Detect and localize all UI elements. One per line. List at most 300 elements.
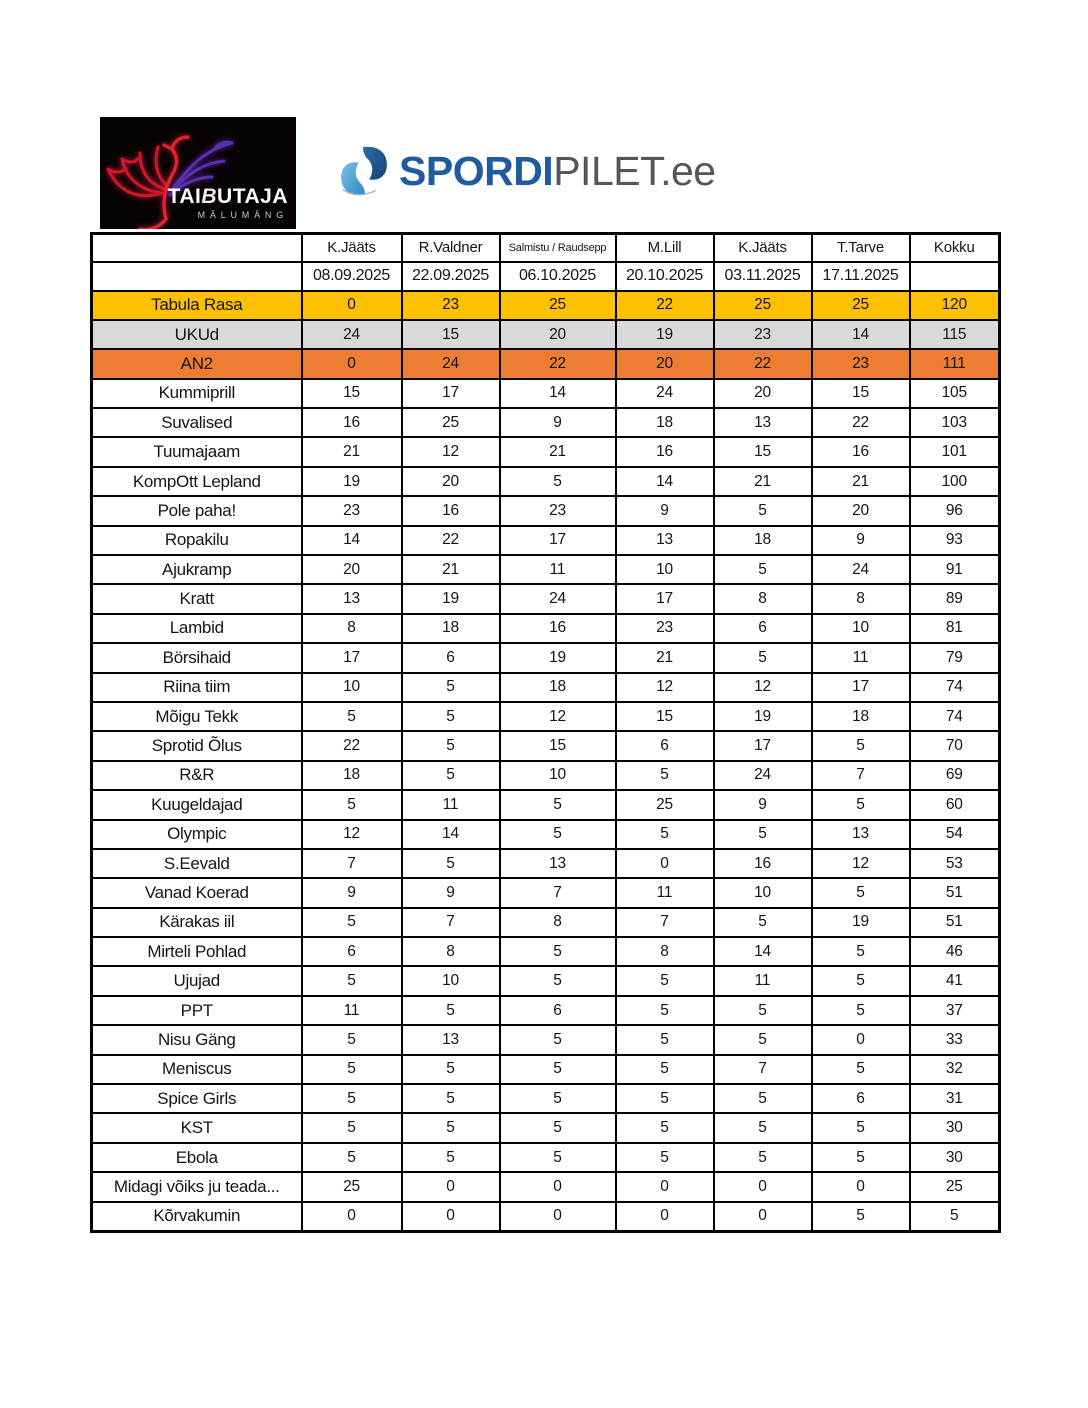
date-header: 03.11.2025 bbox=[714, 262, 812, 291]
corner-cell bbox=[92, 234, 302, 262]
team-name-cell: Kuugeldajad bbox=[92, 790, 302, 819]
score-cell: 24 bbox=[714, 761, 812, 790]
score-cell: 24 bbox=[616, 379, 714, 408]
team-name-cell: Olympic bbox=[92, 820, 302, 849]
score-cell: 24 bbox=[302, 320, 402, 349]
date-header: 17.11.2025 bbox=[812, 262, 910, 291]
score-cell: 6 bbox=[616, 731, 714, 760]
score-cell: 18 bbox=[302, 761, 402, 790]
team-row bbox=[92, 996, 1000, 1025]
score-cell: 13 bbox=[714, 408, 812, 437]
score-cell: 5 bbox=[402, 1055, 500, 1084]
score-cell: 5 bbox=[714, 1084, 812, 1113]
score-cell: 5 bbox=[402, 1113, 500, 1142]
score-cell: 10 bbox=[812, 614, 910, 643]
date-header: 22.09.2025 bbox=[402, 262, 500, 291]
score-cell: 0 bbox=[616, 849, 714, 878]
score-cell: 17 bbox=[500, 526, 616, 555]
date-header: 06.10.2025 bbox=[500, 262, 616, 291]
total-cell: 30 bbox=[910, 1143, 1000, 1172]
total-cell: 89 bbox=[910, 584, 1000, 613]
score-cell: 5 bbox=[500, 790, 616, 819]
team-name-cell: Riina tiim bbox=[92, 673, 302, 702]
score-cell: 5 bbox=[500, 1143, 616, 1172]
total-cell: 37 bbox=[910, 996, 1000, 1025]
team-row bbox=[92, 1143, 1000, 1172]
score-cell: 5 bbox=[812, 1202, 910, 1231]
team-name-cell: Kõrvakumin bbox=[92, 1202, 302, 1231]
score-cell: 5 bbox=[812, 878, 910, 907]
score-cell: 19 bbox=[812, 908, 910, 937]
team-row bbox=[92, 379, 1000, 408]
score-cell: 14 bbox=[302, 526, 402, 555]
team-name-cell: Mirteli Pohlad bbox=[92, 937, 302, 966]
score-cell: 5 bbox=[302, 702, 402, 731]
score-cell: 0 bbox=[616, 1202, 714, 1231]
score-cell: 5 bbox=[812, 966, 910, 995]
score-cell: 5 bbox=[500, 1084, 616, 1113]
score-cell: 11 bbox=[616, 878, 714, 907]
score-cell: 5 bbox=[402, 731, 500, 760]
team-name-cell: Spice Girls bbox=[92, 1084, 302, 1113]
score-cell: 13 bbox=[500, 849, 616, 878]
score-cell: 5 bbox=[812, 937, 910, 966]
score-cell: 24 bbox=[402, 349, 500, 378]
total-cell: 115 bbox=[910, 320, 1000, 349]
score-cell: 25 bbox=[812, 291, 910, 320]
score-cell: 5 bbox=[616, 996, 714, 1025]
score-cell: 5 bbox=[616, 1113, 714, 1142]
score-cell: 5 bbox=[812, 1055, 910, 1084]
score-cell: 5 bbox=[616, 1143, 714, 1172]
score-cell: 5 bbox=[402, 761, 500, 790]
score-cell: 10 bbox=[302, 673, 402, 702]
score-cell: 6 bbox=[302, 937, 402, 966]
team-row bbox=[92, 320, 1000, 349]
team-row bbox=[92, 614, 1000, 643]
score-cell: 7 bbox=[402, 908, 500, 937]
team-name-cell: KST bbox=[92, 1113, 302, 1142]
team-name-cell: Tuumajaam bbox=[92, 437, 302, 466]
team-row bbox=[92, 820, 1000, 849]
score-cell: 13 bbox=[616, 526, 714, 555]
team-row bbox=[92, 643, 1000, 672]
total-cell: 105 bbox=[910, 379, 1000, 408]
score-cell: 12 bbox=[402, 437, 500, 466]
team-name-cell: Ropakilu bbox=[92, 526, 302, 555]
total-cell: 54 bbox=[910, 820, 1000, 849]
score-cell: 5 bbox=[616, 1084, 714, 1113]
total-cell: 53 bbox=[910, 849, 1000, 878]
spordipilet-logo bbox=[338, 140, 716, 202]
score-cell: 5 bbox=[812, 1143, 910, 1172]
score-cell: 0 bbox=[302, 291, 402, 320]
score-cell: 21 bbox=[714, 467, 812, 496]
score-cell: 13 bbox=[812, 820, 910, 849]
total-cell: 96 bbox=[910, 496, 1000, 525]
score-cell: 24 bbox=[812, 555, 910, 584]
total-cell: 51 bbox=[910, 908, 1000, 937]
score-cell: 5 bbox=[500, 820, 616, 849]
score-cell: 5 bbox=[402, 702, 500, 731]
team-row bbox=[92, 1084, 1000, 1113]
team-name-cell: S.Eevald bbox=[92, 849, 302, 878]
score-cell: 23 bbox=[402, 291, 500, 320]
team-row bbox=[92, 555, 1000, 584]
score-cell: 15 bbox=[714, 437, 812, 466]
team-row bbox=[92, 878, 1000, 907]
score-cell: 5 bbox=[402, 849, 500, 878]
total-cell: 31 bbox=[910, 1084, 1000, 1113]
score-cell: 20 bbox=[302, 555, 402, 584]
score-cell: 5 bbox=[714, 555, 812, 584]
score-cell: 20 bbox=[500, 320, 616, 349]
total-cell: 79 bbox=[910, 643, 1000, 672]
score-cell: 15 bbox=[500, 731, 616, 760]
quizmaster-header: K.Jääts bbox=[714, 234, 812, 262]
score-cell: 10 bbox=[616, 555, 714, 584]
total-cell: 120 bbox=[910, 291, 1000, 320]
score-cell: 5 bbox=[500, 937, 616, 966]
total-cell: 5 bbox=[910, 1202, 1000, 1231]
score-cell: 7 bbox=[616, 908, 714, 937]
score-cell: 15 bbox=[812, 379, 910, 408]
team-row bbox=[92, 937, 1000, 966]
total-cell: 32 bbox=[910, 1055, 1000, 1084]
score-cell: 5 bbox=[616, 761, 714, 790]
score-cell: 5 bbox=[812, 1113, 910, 1142]
score-cell: 5 bbox=[812, 731, 910, 760]
score-cell: 15 bbox=[402, 320, 500, 349]
team-name-cell: Lambid bbox=[92, 614, 302, 643]
team-name-cell: PPT bbox=[92, 996, 302, 1025]
team-row bbox=[92, 790, 1000, 819]
total-cell: 101 bbox=[910, 437, 1000, 466]
score-cell: 23 bbox=[616, 614, 714, 643]
score-cell: 5 bbox=[714, 643, 812, 672]
team-name-cell: Meniscus bbox=[92, 1055, 302, 1084]
score-cell: 8 bbox=[616, 937, 714, 966]
team-name-cell: Sprotid Õlus bbox=[92, 731, 302, 760]
team-row bbox=[92, 1055, 1000, 1084]
team-name-cell: Tabula Rasa bbox=[92, 291, 302, 320]
score-cell: 5 bbox=[302, 1025, 402, 1054]
team-row bbox=[92, 1025, 1000, 1054]
score-cell: 0 bbox=[302, 349, 402, 378]
score-cell: 17 bbox=[812, 673, 910, 702]
score-cell: 17 bbox=[302, 643, 402, 672]
score-cell: 6 bbox=[714, 614, 812, 643]
score-cell: 16 bbox=[714, 849, 812, 878]
team-name-cell: Börsihaid bbox=[92, 643, 302, 672]
total-cell: 74 bbox=[910, 702, 1000, 731]
team-row bbox=[92, 673, 1000, 702]
score-cell: 16 bbox=[402, 496, 500, 525]
empty-cell bbox=[910, 262, 1000, 291]
score-cell: 22 bbox=[714, 349, 812, 378]
score-cell: 5 bbox=[812, 996, 910, 1025]
score-cell: 16 bbox=[500, 614, 616, 643]
score-cell: 5 bbox=[500, 1025, 616, 1054]
total-cell: 33 bbox=[910, 1025, 1000, 1054]
score-cell: 5 bbox=[302, 908, 402, 937]
score-cell: 5 bbox=[714, 1025, 812, 1054]
score-cell: 9 bbox=[302, 878, 402, 907]
score-cell: 19 bbox=[500, 643, 616, 672]
score-cell: 5 bbox=[500, 467, 616, 496]
score-cell: 19 bbox=[402, 584, 500, 613]
score-cell: 19 bbox=[302, 467, 402, 496]
score-cell: 21 bbox=[402, 555, 500, 584]
quizmaster-header-row bbox=[92, 234, 1000, 262]
score-cell: 0 bbox=[500, 1172, 616, 1201]
total-cell: 30 bbox=[910, 1113, 1000, 1142]
score-cell: 25 bbox=[616, 790, 714, 819]
score-cell: 0 bbox=[812, 1025, 910, 1054]
score-cell: 0 bbox=[500, 1202, 616, 1231]
score-cell: 14 bbox=[714, 937, 812, 966]
quizmaster-header: K.Jääts bbox=[302, 234, 402, 262]
score-cell: 20 bbox=[812, 496, 910, 525]
score-cell: 0 bbox=[402, 1202, 500, 1231]
score-cell: 0 bbox=[714, 1202, 812, 1231]
team-name-cell: KompOtt Lepland bbox=[92, 467, 302, 496]
score-cell: 5 bbox=[402, 996, 500, 1025]
results-table-body bbox=[92, 291, 1000, 1232]
score-cell: 5 bbox=[302, 1055, 402, 1084]
team-row bbox=[92, 584, 1000, 613]
team-name-cell: Kummiprill bbox=[92, 379, 302, 408]
spordipilet-icon bbox=[338, 144, 390, 198]
total-cell: 60 bbox=[910, 790, 1000, 819]
total-cell: 46 bbox=[910, 937, 1000, 966]
score-cell: 8 bbox=[812, 584, 910, 613]
total-cell: 25 bbox=[910, 1172, 1000, 1201]
score-cell: 25 bbox=[302, 1172, 402, 1201]
score-cell: 10 bbox=[714, 878, 812, 907]
team-row bbox=[92, 761, 1000, 790]
score-cell: 0 bbox=[616, 1172, 714, 1201]
score-cell: 17 bbox=[616, 584, 714, 613]
score-cell: 5 bbox=[812, 790, 910, 819]
score-cell: 9 bbox=[812, 526, 910, 555]
score-cell: 5 bbox=[714, 908, 812, 937]
score-cell: 14 bbox=[402, 820, 500, 849]
score-cell: 23 bbox=[812, 349, 910, 378]
score-cell: 6 bbox=[812, 1084, 910, 1113]
team-name-cell: Kärakas iil bbox=[92, 908, 302, 937]
score-cell: 18 bbox=[616, 408, 714, 437]
team-row bbox=[92, 526, 1000, 555]
score-cell: 14 bbox=[812, 320, 910, 349]
score-cell: 25 bbox=[500, 291, 616, 320]
score-cell: 10 bbox=[402, 966, 500, 995]
score-cell: 11 bbox=[500, 555, 616, 584]
score-cell: 5 bbox=[302, 1084, 402, 1113]
team-row bbox=[92, 496, 1000, 525]
score-cell: 5 bbox=[616, 1055, 714, 1084]
score-cell: 5 bbox=[500, 1113, 616, 1142]
score-cell: 9 bbox=[402, 878, 500, 907]
score-cell: 14 bbox=[616, 467, 714, 496]
kokku-header: Kokku bbox=[910, 234, 1000, 262]
team-row bbox=[92, 291, 1000, 320]
score-cell: 9 bbox=[714, 790, 812, 819]
score-cell: 5 bbox=[402, 1084, 500, 1113]
score-cell: 8 bbox=[402, 937, 500, 966]
score-cell: 5 bbox=[302, 966, 402, 995]
score-cell: 0 bbox=[812, 1172, 910, 1201]
score-cell: 18 bbox=[402, 614, 500, 643]
score-cell: 18 bbox=[812, 702, 910, 731]
score-cell: 10 bbox=[500, 761, 616, 790]
score-cell: 11 bbox=[302, 996, 402, 1025]
total-cell: 69 bbox=[910, 761, 1000, 790]
total-cell: 70 bbox=[910, 731, 1000, 760]
team-row bbox=[92, 467, 1000, 496]
team-name-cell: Vanad Koerad bbox=[92, 878, 302, 907]
total-cell: 91 bbox=[910, 555, 1000, 584]
score-cell: 20 bbox=[616, 349, 714, 378]
team-name-cell: UKUd bbox=[92, 320, 302, 349]
score-cell: 12 bbox=[714, 673, 812, 702]
score-cell: 11 bbox=[812, 643, 910, 672]
total-cell: 81 bbox=[910, 614, 1000, 643]
score-cell: 5 bbox=[402, 1143, 500, 1172]
score-cell: 22 bbox=[500, 349, 616, 378]
score-cell: 5 bbox=[714, 820, 812, 849]
score-cell: 9 bbox=[616, 496, 714, 525]
score-cell: 5 bbox=[714, 1113, 812, 1142]
score-cell: 23 bbox=[714, 320, 812, 349]
score-cell: 12 bbox=[616, 673, 714, 702]
team-row bbox=[92, 731, 1000, 760]
team-row bbox=[92, 408, 1000, 437]
score-cell: 24 bbox=[500, 584, 616, 613]
score-cell: 20 bbox=[714, 379, 812, 408]
team-row bbox=[92, 1172, 1000, 1201]
score-cell: 12 bbox=[812, 849, 910, 878]
quizmaster-header: M.Lill bbox=[616, 234, 714, 262]
score-cell: 13 bbox=[302, 584, 402, 613]
taibutaja-logo-text bbox=[168, 186, 288, 220]
score-cell: 22 bbox=[616, 291, 714, 320]
taibutaja-title: TAIBUTAJA bbox=[167, 185, 288, 208]
total-cell: 74 bbox=[910, 673, 1000, 702]
team-row bbox=[92, 849, 1000, 878]
team-name-cell: R&R bbox=[92, 761, 302, 790]
team-row bbox=[92, 437, 1000, 466]
score-cell: 13 bbox=[402, 1025, 500, 1054]
date-header: 20.10.2025 bbox=[616, 262, 714, 291]
score-cell: 22 bbox=[302, 731, 402, 760]
team-name-cell: Nisu Gäng bbox=[92, 1025, 302, 1054]
score-cell: 5 bbox=[500, 1055, 616, 1084]
score-cell: 5 bbox=[302, 1143, 402, 1172]
team-name-cell: Pole paha! bbox=[92, 496, 302, 525]
score-cell: 22 bbox=[402, 526, 500, 555]
team-name-cell: AN2 bbox=[92, 349, 302, 378]
quizmaster-header: T.Tarve bbox=[812, 234, 910, 262]
score-cell: 25 bbox=[714, 291, 812, 320]
team-row bbox=[92, 1202, 1000, 1231]
team-name-cell: Ajukramp bbox=[92, 555, 302, 584]
score-cell: 5 bbox=[714, 496, 812, 525]
total-cell: 41 bbox=[910, 966, 1000, 995]
team-name-cell: Suvalised bbox=[92, 408, 302, 437]
team-name-cell: Mõigu Tekk bbox=[92, 702, 302, 731]
quizmaster-header: Salmistu / Raudsepp bbox=[500, 234, 616, 262]
score-cell: 18 bbox=[714, 526, 812, 555]
total-cell: 103 bbox=[910, 408, 1000, 437]
score-cell: 20 bbox=[402, 467, 500, 496]
team-name-cell: Ebola bbox=[92, 1143, 302, 1172]
score-cell: 0 bbox=[714, 1172, 812, 1201]
score-cell: 5 bbox=[500, 966, 616, 995]
score-cell: 0 bbox=[302, 1202, 402, 1231]
team-name-cell: Ujujad bbox=[92, 966, 302, 995]
team-row bbox=[92, 966, 1000, 995]
results-table bbox=[90, 232, 1001, 1233]
taibutaja-subtitle: MÄLUMÄNG bbox=[197, 210, 288, 220]
team-name-cell: Kratt bbox=[92, 584, 302, 613]
score-cell: 5 bbox=[302, 790, 402, 819]
score-cell: 15 bbox=[302, 379, 402, 408]
score-cell: 17 bbox=[714, 731, 812, 760]
score-cell: 0 bbox=[402, 1172, 500, 1201]
team-name-cell: Midagi võiks ju teada... bbox=[92, 1172, 302, 1201]
score-cell: 5 bbox=[616, 966, 714, 995]
score-cell: 5 bbox=[616, 1025, 714, 1054]
score-cell: 11 bbox=[714, 966, 812, 995]
score-cell: 9 bbox=[500, 408, 616, 437]
spordipilet-wordmark: SPORDIPILET.ee bbox=[399, 147, 716, 194]
score-cell: 21 bbox=[812, 467, 910, 496]
date-header: 08.09.2025 bbox=[302, 262, 402, 291]
score-cell: 5 bbox=[302, 1113, 402, 1142]
score-cell: 16 bbox=[302, 408, 402, 437]
quizmaster-header: R.Valdner bbox=[402, 234, 500, 262]
team-row bbox=[92, 349, 1000, 378]
team-row bbox=[92, 908, 1000, 937]
score-cell: 7 bbox=[302, 849, 402, 878]
score-cell: 21 bbox=[302, 437, 402, 466]
score-cell: 5 bbox=[616, 820, 714, 849]
score-cell: 21 bbox=[500, 437, 616, 466]
score-cell: 23 bbox=[302, 496, 402, 525]
score-cell: 7 bbox=[812, 761, 910, 790]
score-cell: 5 bbox=[714, 996, 812, 1025]
score-cell: 8 bbox=[714, 584, 812, 613]
score-cell: 19 bbox=[616, 320, 714, 349]
total-cell: 93 bbox=[910, 526, 1000, 555]
total-cell: 111 bbox=[910, 349, 1000, 378]
score-cell: 7 bbox=[500, 878, 616, 907]
score-cell: 6 bbox=[402, 643, 500, 672]
score-cell: 19 bbox=[714, 702, 812, 731]
score-cell: 8 bbox=[302, 614, 402, 643]
score-cell: 21 bbox=[616, 643, 714, 672]
score-cell: 16 bbox=[616, 437, 714, 466]
score-cell: 14 bbox=[500, 379, 616, 408]
score-cell: 5 bbox=[402, 673, 500, 702]
total-cell: 51 bbox=[910, 878, 1000, 907]
score-cell: 18 bbox=[500, 673, 616, 702]
score-cell: 15 bbox=[616, 702, 714, 731]
score-cell: 25 bbox=[402, 408, 500, 437]
score-cell: 12 bbox=[500, 702, 616, 731]
empty-cell bbox=[92, 262, 302, 291]
